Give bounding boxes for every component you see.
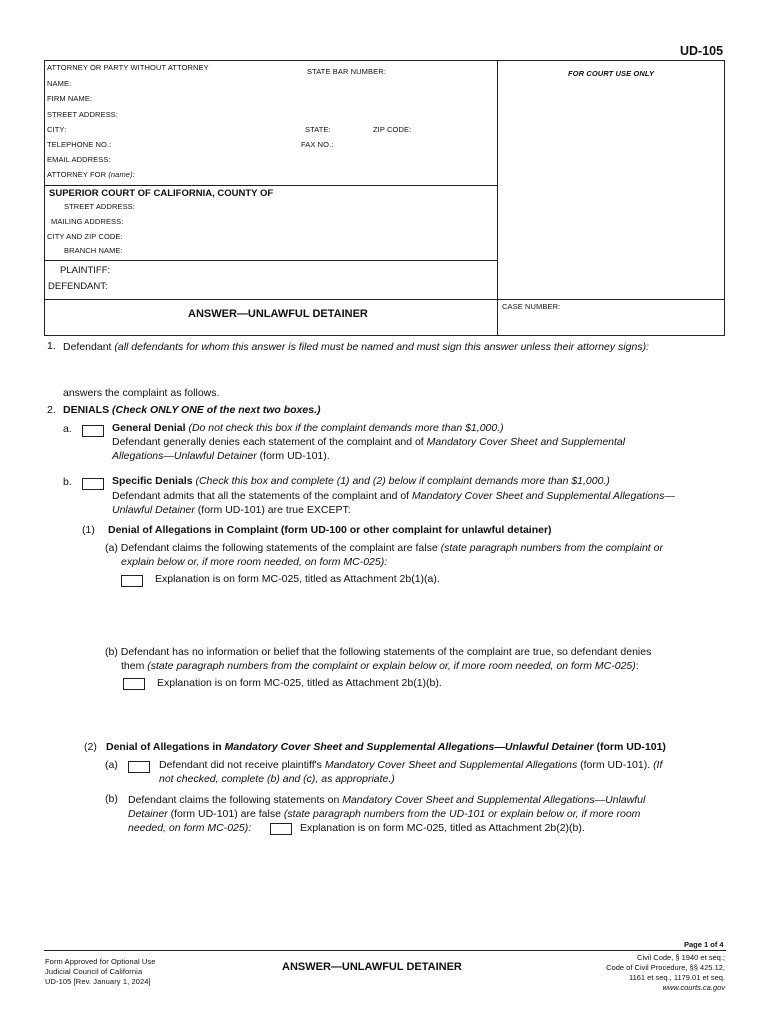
court-title: SUPERIOR COURT OF CALIFORNIA, COUNTY OF [49, 188, 274, 199]
sub2a-text: Defendant did not receive plaintiff's [159, 759, 322, 771]
general-denial-line3 [112, 450, 330, 462]
name-label: NAME: [47, 79, 72, 88]
sub2b-line1 [128, 794, 645, 806]
state-bar-label: STATE BAR NUMBER: [307, 67, 386, 76]
sub1-number: (1) [82, 524, 95, 536]
state-label: STATE: [305, 125, 331, 134]
specific-denials-form-name2: Unlawful Detainer [112, 504, 195, 516]
sub1a-explanation: Explanation is on form MC-025, titled as Attachment 2b(1)(a). [155, 573, 440, 585]
footer-right-3: 1161 et seq., 1179.01 et seq. [628, 973, 725, 982]
specific-denials-form-name: Mandatory Cover Sheet and Supplemental Allegations— [412, 490, 675, 502]
general-denial-title: General Denial [112, 422, 186, 434]
sub2b-text: Defendant claims the following statements on [128, 794, 340, 806]
specific-denials-line3 [112, 504, 351, 516]
general-denial-instruction: (Do not check this box if the complaint demands more than $1,000.) [188, 422, 504, 434]
attorney-for-text: ATTORNEY FOR [47, 170, 107, 179]
footer-left-1: Form Approved for Optional Use [45, 957, 156, 966]
item2b-label: b. [63, 476, 72, 488]
specific-denials-checkbox[interactable] [82, 478, 104, 490]
item1-number: 1. [47, 340, 56, 352]
item2-title: DENIALS [63, 404, 110, 416]
footer-right [606, 953, 725, 993]
item1-instruction: (all defendants for whom this answer is filed must be named and must sign this answer unless their attorney signs): [114, 341, 649, 353]
specific-denials-except: (form UD-101) are true EXCEPT: [197, 504, 351, 516]
city-label: CITY: [47, 125, 67, 134]
footer-rule [44, 950, 726, 951]
sub1b-line2 [121, 660, 639, 672]
sub2a-form-name: Mandatory Cover Sheet and Supplemental Allegations [324, 759, 578, 771]
phone-label: TELEPHONE NO.: [47, 140, 112, 149]
sub2a-form-id: (form UD-101). [580, 759, 651, 771]
sub2a-checkbox[interactable] [128, 761, 150, 773]
sub1b-colon: : [635, 660, 639, 672]
specific-denials-line2 [112, 490, 675, 502]
attorney-label: ATTORNEY OR PARTY WITHOUT ATTORNEY [47, 63, 209, 72]
footer-left-2: Judicial Council of California [45, 967, 143, 976]
case-number-label: CASE NUMBER: [502, 302, 561, 311]
court-street-label: STREET ADDRESS: [64, 202, 135, 211]
plaintiff-label: PLAINTIFF: [60, 265, 111, 276]
footer-title: ANSWER—UNLAWFUL DETAINER [282, 961, 462, 973]
item1-lead: Defendant [63, 341, 112, 353]
general-denial-line2 [112, 436, 625, 448]
fax-label: FAX NO.: [301, 140, 334, 149]
sub2a-if: (If [653, 759, 663, 771]
sub1a-instruction: (state paragraph numbers from the complaint or [440, 542, 663, 554]
parties-box [44, 260, 498, 300]
court-mailing-label: MAILING ADDRESS: [51, 217, 124, 226]
item1-text [63, 341, 649, 353]
sub2-title-form-id: (form UD-101) [596, 741, 666, 753]
general-denial-text: Defendant generally denies each statement of the complaint and of [112, 436, 424, 448]
sub1a-line1 [105, 542, 663, 554]
sub2b-explanation: Explanation is on form MC-025, titled as Attachment 2b(2)(b). [300, 822, 585, 834]
sub1b-line1: (b) Defendant has no information or belief that the following statements of the complaint are true, so defendant denies [105, 646, 652, 658]
attorney-for-name-hint: (name): [108, 170, 135, 179]
sub1b-attachment-checkbox[interactable] [123, 678, 145, 690]
general-denial-form-name: Mandatory Cover Sheet and Supplemental [426, 436, 626, 448]
sub2a-line2: not checked, complete (b) and (c), as appropriate.) [159, 773, 395, 785]
sub2-title [106, 741, 666, 753]
item2-instruction: (Check ONLY ONE of the next two boxes.) [112, 404, 321, 416]
sub2b-are-false: (form UD-101) are false [170, 808, 281, 820]
footer-right-1: Civil Code, § 1940 et seq.; [637, 953, 725, 962]
item2-heading [63, 404, 321, 416]
specific-denials-text: Defendant admits that all the statements of the complaint and of [112, 490, 410, 502]
sub2-number: (2) [84, 741, 97, 753]
sub1a-attachment-checkbox[interactable] [121, 575, 143, 587]
sub1b-instruction: (state paragraph numbers from the complaint or explain below or, if more room needed, on form MC-025) [147, 660, 636, 672]
sub2b-detainer: Detainer [128, 808, 168, 820]
answers-text: answers the complaint as follows. [63, 387, 220, 399]
sub2b-form-name: Mandatory Cover Sheet and Supplemental Allegations—Unlawful [342, 794, 646, 806]
sub2-title-form-name: Mandatory Cover Sheet and Supplemental Allegations—Unlawful Detainer [224, 741, 594, 753]
zip-label: ZIP CODE: [373, 125, 412, 134]
email-label: EMAIL ADDRESS: [47, 155, 111, 164]
sub1b-explanation: Explanation is on form MC-025, titled as Attachment 2b(1)(b). [157, 677, 442, 689]
sub1a-text: (a) Defendant claims the following statements of the complaint are false [105, 542, 438, 554]
form-id: UD-105 [680, 44, 724, 58]
sub2a-line1 [159, 759, 662, 771]
specific-denials-instruction: (Check this box and complete (1) and (2) below if complaint demands more than $1,000.) [195, 475, 610, 487]
defendant-label: DEFENDANT: [48, 281, 108, 292]
sub1b-them: them [121, 660, 145, 672]
sub2b-label: (b) [105, 793, 118, 805]
header-left-box [44, 60, 498, 186]
court-branch-label: BRANCH NAME: [64, 246, 123, 255]
sub2b-line2 [128, 808, 640, 820]
general-denial-form-name2: Allegations—Unlawful Detainer [112, 450, 257, 462]
sub2b-attachment-checkbox[interactable] [270, 823, 292, 835]
sub2b-line3: needed, on form MC-025): [128, 822, 252, 834]
specific-denials-title: Specific Denials [112, 475, 193, 487]
item2-number: 2. [47, 404, 56, 416]
general-denial-line1 [112, 422, 504, 434]
sub1-title: Denial of Allegations in Complaint (form UD-100 or other complaint for unlawful detainer) [108, 524, 552, 536]
form-title: ANSWER—UNLAWFUL DETAINER [188, 308, 368, 320]
footer-website-link[interactable]: www.courts.ca.gov [662, 983, 725, 992]
general-denial-checkbox[interactable] [82, 425, 104, 437]
item2a-label: a. [63, 423, 72, 435]
page-number: Page 1 of 4 [684, 940, 724, 949]
street-label: STREET ADDRESS: [47, 110, 118, 119]
general-denial-form-id: (form UD-101). [259, 450, 330, 462]
sub2a-label: (a) [105, 759, 118, 771]
court-city-label: CITY AND ZIP CODE: [47, 232, 123, 241]
specific-denials-line1 [112, 475, 610, 487]
footer-left-3: UD-105 [Rev. January 1, 2024] [45, 977, 151, 986]
firm-label: FIRM NAME: [47, 94, 93, 103]
footer-right-2: Code of Civil Procedure, §§ 425.12, [606, 963, 725, 972]
sub1a-line2: explain below or, if more room needed, on form MC-025): [121, 556, 388, 568]
court-use-box [497, 60, 725, 300]
sub2b-instruction: (state paragraph numbers from the UD-101 or explain below or, if more room [283, 808, 641, 820]
court-use-label: FOR COURT USE ONLY [568, 69, 655, 78]
attorney-for-label [47, 170, 135, 179]
sub2-title-pre: Denial of Allegations in [106, 741, 222, 753]
